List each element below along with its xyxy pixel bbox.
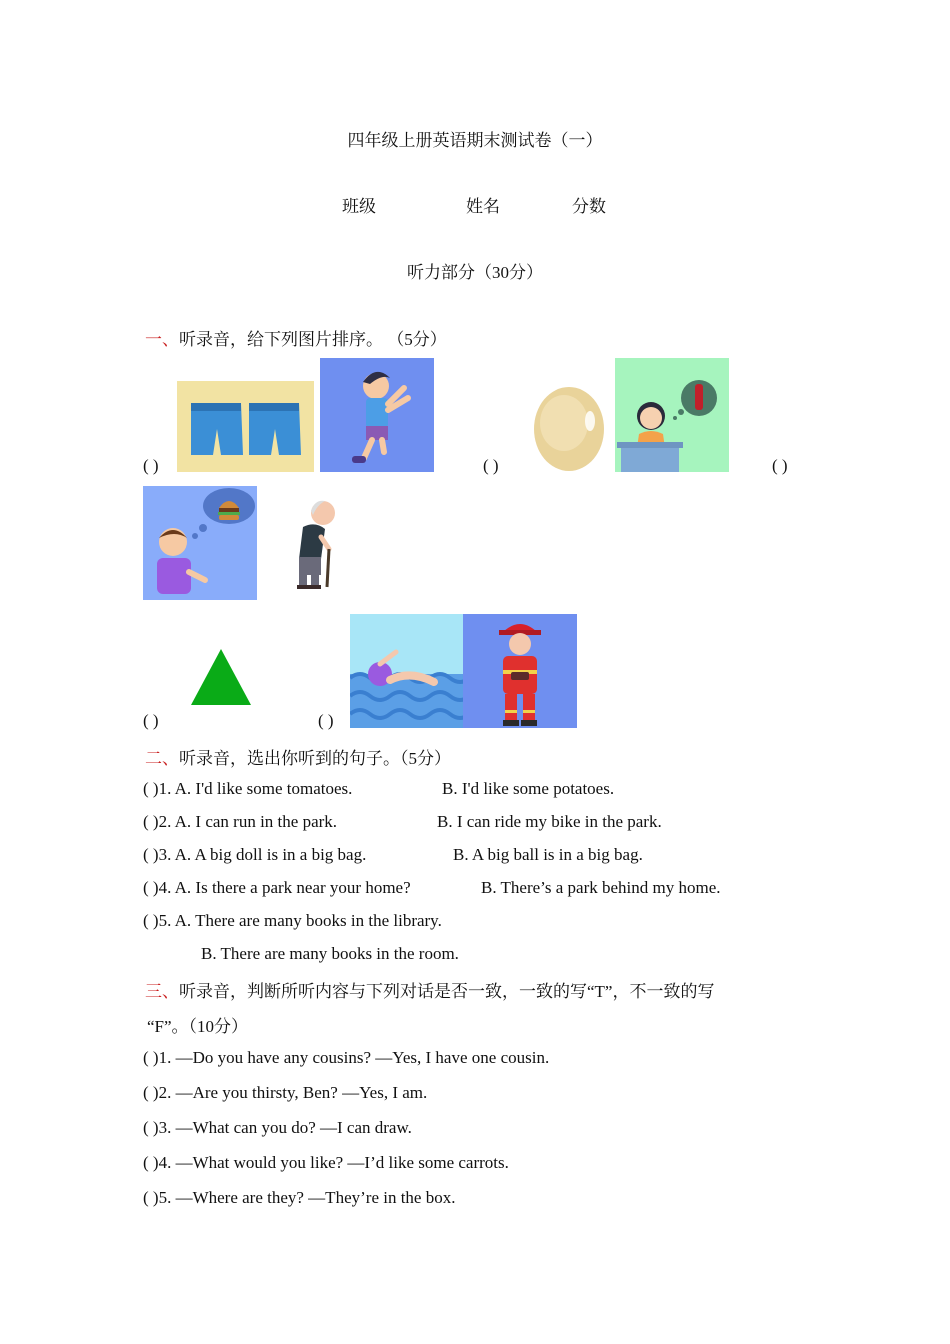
section3-question-1: ( )1. —Do you have any cousins? —Yes, I have one cousin. <box>143 1048 550 1067</box>
section2-option-b-4: B. There’s a park behind my home. <box>481 878 721 897</box>
section2-number: 二、 <box>145 749 179 768</box>
page-title: 四年级上册英语期末测试卷（一） <box>347 131 603 150</box>
section2-question-2: ( )2. A. I can run in the park. <box>143 812 338 831</box>
section2-option-b-2: B. I can ride my bike in the park. <box>437 812 662 831</box>
answer-bracket[interactable]: ( ) <box>318 711 334 730</box>
jumping-boy-icon <box>320 358 434 472</box>
name-label: 姓名 <box>466 197 500 216</box>
score-label: 分数 <box>572 197 606 216</box>
section3-question-3: ( )3. —What can you do? —I can draw. <box>143 1118 412 1137</box>
section2-heading <box>145 744 451 769</box>
section2-question-3: ( )3. A. A big doll is in a big bag. <box>143 845 367 864</box>
shorts-icon <box>177 381 314 472</box>
firefighter-icon <box>463 614 577 728</box>
section2-option-b-5: B. There are many books in the room. <box>201 944 459 963</box>
answer-bracket[interactable]: ( ) <box>772 456 788 475</box>
swimmer-icon <box>350 614 464 728</box>
section3-question-2: ( )2. —Are you thirsty, Ben? —Yes, I am. <box>143 1083 428 1102</box>
boy-hamburger-icon <box>143 486 257 600</box>
triangle-icon <box>191 649 251 705</box>
answer-bracket[interactable]: ( ) <box>143 711 159 730</box>
egg-icon <box>532 385 607 473</box>
section3-question-5: ( )5. —Where are they? —They’re in the box. <box>143 1188 456 1207</box>
section1-heading <box>145 325 447 350</box>
section3-title-line2: “F”。（10分） <box>147 1017 249 1036</box>
section3-question-4: ( )4. —What would you like? —I’d like some carrots. <box>143 1153 509 1172</box>
girl-drink-icon <box>615 358 729 472</box>
section3-heading <box>145 977 714 1002</box>
section1-title: 听录音，给下列图片排序。 （5分） <box>179 330 447 349</box>
section3-title-line1: 听录音，判断所听内容与下列对话是否一致，一致的写“T”，不一致的写 <box>179 982 715 1001</box>
part-title: 听力部分（30分） <box>407 263 543 282</box>
section3-number: 三、 <box>145 982 179 1001</box>
section2-option-b-3: B. A big ball is in a big bag. <box>453 845 643 864</box>
section2-option-b-1: B. I'd like some potatoes. <box>442 779 615 798</box>
answer-bracket[interactable]: ( ) <box>143 456 159 475</box>
section2-question-5: ( )5. A. There are many books in the library. <box>143 911 442 930</box>
section2-question-4: ( )4. A. Is there a park near your home? <box>143 878 411 897</box>
section2-title: 听录音，选出你听到的句子。（5分） <box>179 749 451 768</box>
old-man-icon <box>285 497 343 590</box>
answer-bracket[interactable]: ( ) <box>483 456 499 475</box>
section1-number: 一、 <box>145 330 179 349</box>
class-label: 班级 <box>342 197 376 216</box>
section2-question-1: ( )1. A. I'd like some tomatoes. <box>143 779 353 798</box>
